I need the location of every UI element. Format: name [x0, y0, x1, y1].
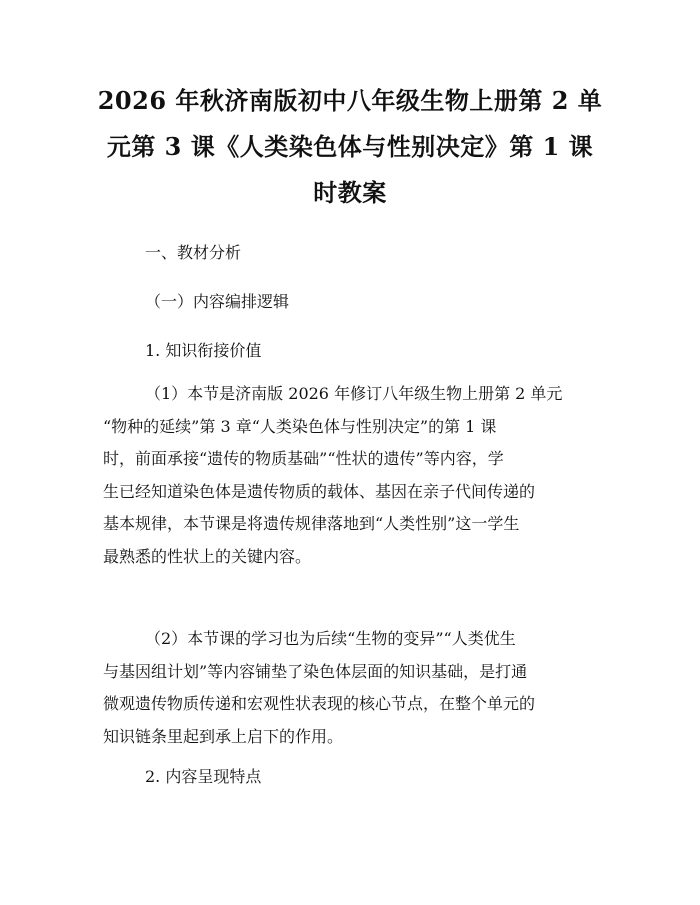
paragraph-1-line: 基本规律，本节课是将遗传规律落地到“人类性别”这一学生 — [103, 514, 520, 533]
paragraph-1-line: 最熟悉的性状上的关键内容。 — [103, 546, 312, 566]
section-heading-textbook-analysis: 一、教材分析 — [145, 243, 242, 262]
paragraph-1 — [103, 382, 603, 577]
title-line-3: 时教案 — [313, 178, 387, 207]
paragraph-1-line: “物种的延续”第 3 章“人类染色体与性别决定”的第 1 课 — [103, 416, 497, 436]
subsection-heading-content-logic: （一）内容编排逻辑 — [145, 292, 290, 311]
paragraph-1-line: 生已经知道染色体是遗传物质的载体、基因在亲子代间传递的 — [103, 481, 536, 501]
title-line-2: 元第 3 课《人类染色体与性别决定》第 1 课 — [106, 132, 594, 161]
document-title — [95, 78, 605, 216]
title-line-1: 2026 年秋济南版初中八年级生物上册第 2 单 — [97, 86, 603, 115]
paragraph-1-line: 时，前面承接“遗传的物质基础”“性状的遗传”等内容，学 — [103, 449, 504, 468]
paragraph-2-line: 微观遗传物质传递和宏观性状表现的核心节点，在整个单元的 — [103, 694, 536, 713]
paragraph-2-line: （2）本节课的学习也为后续“生物的变异”“人类优生 — [145, 629, 516, 648]
item-heading-presentation-features: 2. 内容呈现特点 — [145, 767, 262, 786]
paragraph-2-line: 知识链条里起到承上启下的作用。 — [103, 726, 344, 746]
item-heading-knowledge-link: 1. 知识衔接价值 — [145, 341, 262, 360]
paragraph-2 — [103, 627, 603, 757]
paragraph-2-line: 与基因组计划”等内容铺垫了染色体层面的知识基础，是打通 — [103, 661, 528, 681]
paragraph-1-line: （1）本节是济南版 2026 年修订八年级生物上册第 2 单元 — [145, 384, 563, 403]
